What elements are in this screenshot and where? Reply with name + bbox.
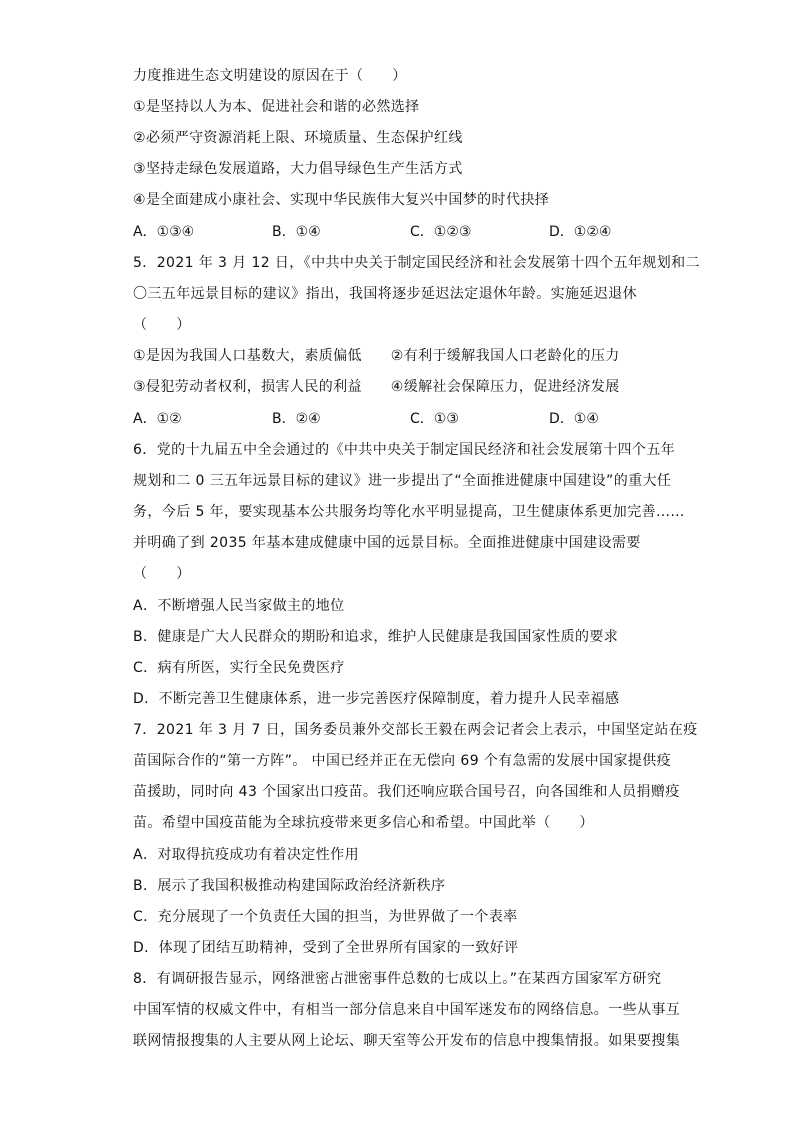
q4-item-1: ①是坚持以人为本、促进社会和谐的必然选择 [133,99,420,115]
q5-options [133,409,733,429]
q4-item-4: ④是全面建成小康社会、实现中华民族伟大复兴中国梦的时代抉择 [133,192,550,208]
q5-option-b: B．②④ [272,411,321,427]
q6-option-c: C．病有所医，实行全民免费医疗 [133,660,345,676]
q5-item-row-1: ①是因为我国人口基数大，素质偏低 ②有利于缓解我国人口老龄化的压力 [133,348,620,364]
q6-stem-line-3: 务，今后 5 年，要实现基本公共服务均等化水平明显提高，卫生健康体系更加完善…… [133,504,685,520]
q7-option-d: D．体现了团结互助精神，受到了全世界所有国家的一致好评 [133,940,519,956]
q8-stem-line-2: 中国军情的权威文件中，有相当一部分信息来自中国军迷发布的网络信息。一些从事互 [133,1002,681,1018]
q5-option-d: D．①④ [549,411,599,427]
q4-option-a: A．①③④ [133,224,195,240]
q6-option-a: A．不断增强人民当家做主的地位 [133,598,345,614]
q7-stem-line-3: 苗援助，同时向 43 个国家出口疫苗。我们还响应联合国号召，向各国维和人员捐赠疫 [133,784,680,800]
q8-stem-line-3: 联网情报搜集的人主要从网上论坛、聊天室等公开发布的信息中搜集情报。如果要搜集 [133,1033,681,1049]
q4-option-b: B．①④ [272,224,321,240]
q6-stem-line-4: 并明确了到 2035 年基本建成健康中国的远景目标。全面推进健康中国建设需要 [133,535,641,551]
q7-option-a: A．对取得抗疫成功有着决定性作用 [133,847,359,863]
q7-stem-line-2: 苗国际合作的“第一方阵”。 中国已经并正在无偿向 69 个有急需的发展中国家提供疫 [133,753,672,769]
q4-stem-tail: 力度推进生态文明建设的原因在于（ ） [133,68,407,84]
q5-item-row-2: ③侵犯劳动者权利，损害人民的利益 ④缓解社会保障压力，促进经济发展 [133,379,620,395]
q5-stem-line-1: 5．2021 年 3 月 12 日，《中共中央关于制定国民经济和社会发展第十四个五年规划和二 [133,255,700,271]
q7-stem-line-4: 苗。希望中国疫苗能为全球抗疫带来更多信心和希望。中国此举（ ） [133,815,594,831]
q4-item-2: ②必须严守资源消耗上限、环境质量、生态保护红线 [133,130,463,146]
q5-stem-line-3: （ ） [133,317,191,333]
q6-stem-line-5: （ ） [133,566,191,582]
q6-option-b: B．健康是广大人民群众的期盼和追求，维护人民健康是我国国家性质的要求 [133,629,619,645]
q4-item-3: ③坚持走绿色发展道路，大力倡导绿色生产生活方式 [133,161,463,177]
q6-stem-line-1: 6．党的十九届五中全会通过的《中共中央关于制定国民经济和社会发展第十四个五年 [133,442,676,458]
q7-option-b: B．展示了我国积极推动构建国际政治经济新秩序 [133,878,446,894]
q5-stem-line-2: 〇三五年远景目标的建议》指出，我国将逐步延迟法定退休年龄。实施延迟退休 [133,286,637,302]
q5-option-c: C．①③ [410,411,459,427]
q8-stem-line-1: 8．有调研报告显示，网络泄密占泄密事件总数的七成以上。”在某西方国家军方研究 [133,971,662,987]
q7-option-c: C．充分展现了一个负责任大国的担当，为世界做了一个表率 [133,909,518,925]
q6-option-d: D．不断完善卫生健康体系，进一步完善医疗保障制度，着力提升人民幸福感 [133,691,620,707]
q4-option-c: C．①②③ [410,224,472,240]
q6-stem-line-2: 规划和二 0 三五年远景目标的建议》进一步提出了“全面推进健康中国建设”的重大任 [133,473,672,489]
q5-option-a: A．①② [133,411,182,427]
q4-options [133,222,733,242]
q7-stem-line-1: 7．2021 年 3 月 7 日，国务委员兼外交部长王毅在两会记者会上表示，中国坚定站在疫 [133,722,698,738]
q4-option-d: D．①②④ [549,224,612,240]
